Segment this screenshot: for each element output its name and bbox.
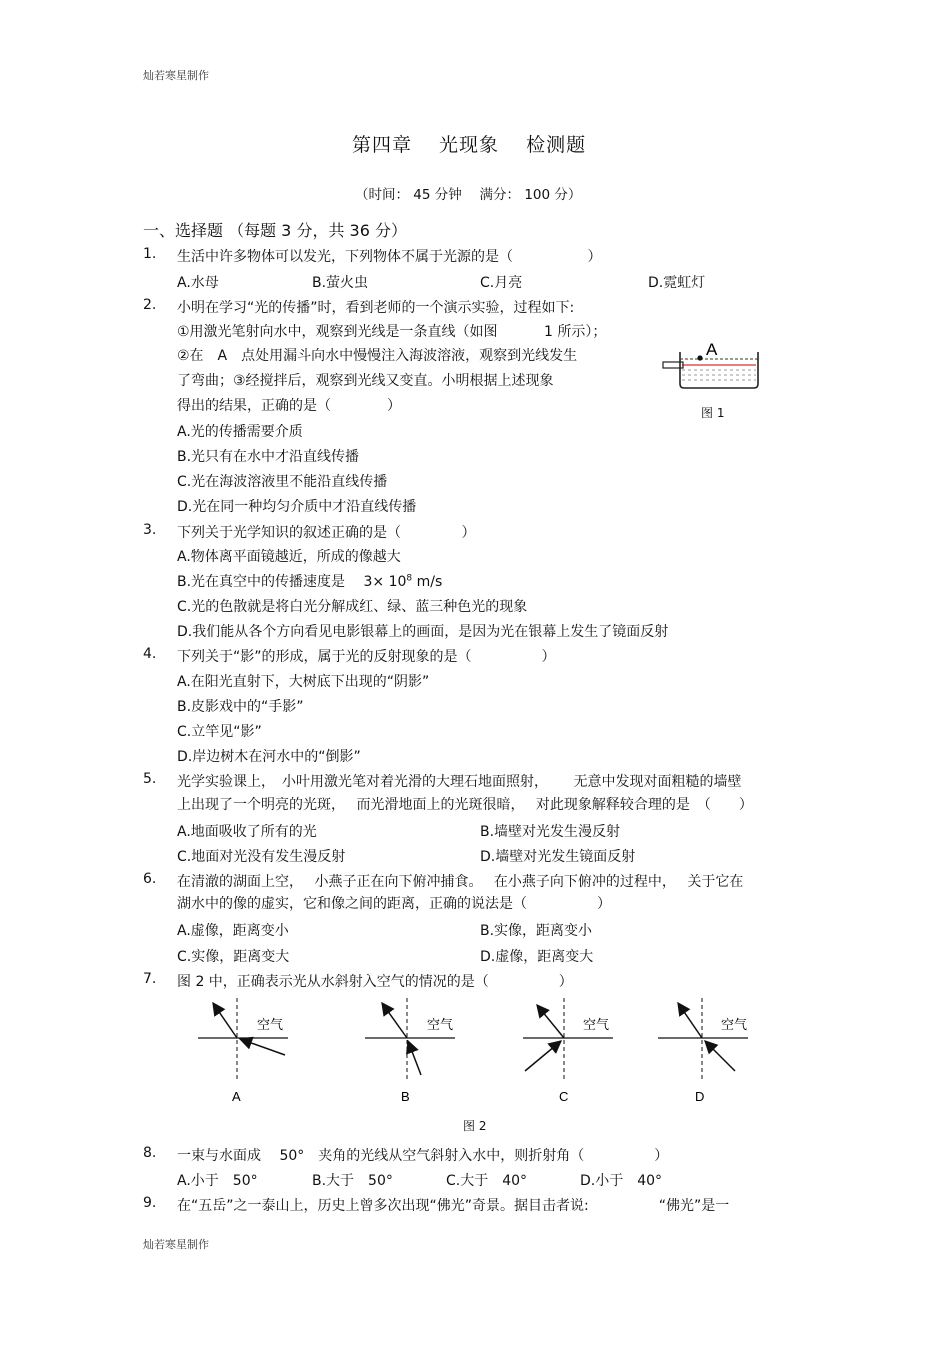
air-label: 空气: [257, 1018, 284, 1033]
diagram-label-b: B: [401, 1089, 410, 1104]
option-c: C.月亮: [480, 275, 523, 291]
diagram-b: [365, 998, 455, 1104]
question-stem-line: 光学实验课上， 小叶用激光笔对着光滑的大理石地面照射， 无意中发现对面粗糙的墙壁: [177, 774, 742, 790]
option-d: D.我们能从各个方向看见电影银幕上的画面，是因为光在银幕上发生了镜面反射: [177, 624, 669, 640]
option-b: B.皮影戏中的“手影”: [177, 699, 304, 715]
option-c: C.光在海波溶液里不能沿直线传播: [177, 474, 388, 490]
option-c: C.地面对光没有发生漫反射: [177, 849, 346, 865]
option-b: B.大于 50°: [312, 1173, 393, 1189]
question-stem-line: 湖水中的像的虚实，它和像之间的距离，正确的说法是（ ）: [177, 896, 611, 912]
question-stem-line: 得出的结果，正确的是（ ）: [177, 398, 401, 414]
option-c: C.实像，距离变大: [177, 949, 290, 965]
option-a: A.水母: [177, 275, 219, 291]
section-heading: 一、选择题 （每题 3 分，共 36 分）: [143, 221, 407, 240]
question-number: 4.: [143, 646, 157, 662]
question-stem-line: 在清澈的湖面上空， 小燕子正在向下俯冲捕食。 在小燕子向下俯冲的过程中， 关于它在: [177, 874, 744, 890]
question-stem: 生活中许多物体可以发光，下列物体不属于光源的是（ ）: [177, 249, 602, 265]
question-number: 2.: [143, 297, 157, 313]
option-b: B.光在真空中的传播速度是 $3\times 10^8$ m/s: [177, 573, 443, 590]
option-d: D.霓虹灯: [648, 275, 706, 291]
option-a: A.虚像，距离变小: [177, 923, 289, 939]
question-number: 3.: [143, 522, 157, 538]
question-number: 7.: [143, 971, 157, 987]
question-number: 1.: [143, 246, 157, 262]
diagram-c: [523, 998, 613, 1104]
option-a: A.物体离平面镜越近，所成的像越大: [177, 549, 401, 565]
option-a: A.小于 50°: [177, 1173, 258, 1189]
diagram-label-d: D: [695, 1089, 705, 1104]
figure-2-caption: 图 2: [463, 1119, 487, 1133]
option-a: A.光的传播需要介质: [177, 424, 303, 440]
option-c: C.大于 40°: [446, 1173, 528, 1189]
option-c: C.光的色散就是将白光分解成红、绿、蓝三种色光的现象: [177, 599, 528, 615]
option-a: A.在阳光直射下，大树底下出现的“阴影”: [177, 674, 430, 690]
option-d: D.光在同一种均匀介质中才沿直线传播: [177, 499, 417, 515]
question-stem-line: 小明在学习“光的传播”时，看到老师的一个演示实验，过程如下:: [177, 300, 575, 316]
question-stem: 下列关于光学知识的叙述正确的是（ ）: [177, 525, 476, 541]
air-label: 空气: [583, 1018, 610, 1033]
option-d: D.墙壁对光发生镜面反射: [480, 849, 636, 865]
diagram-a: [198, 998, 288, 1104]
diagram-label-c: C: [559, 1089, 569, 1104]
option-c: C.立竿见“影”: [177, 724, 262, 740]
diagram-label-a: A: [232, 1089, 241, 1104]
question-stem: 图 2 中，正确表示光从水斜射入空气的情况的是（ ）: [177, 974, 573, 990]
exam-info: （时间： 45 分钟 满分： 100 分）: [355, 187, 582, 203]
air-label: 空气: [721, 1018, 748, 1033]
question-number: 9.: [143, 1195, 157, 1211]
figure-1-caption: 图 1: [701, 406, 725, 420]
question-stem: 下列关于“影”的形成，属于光的反射现象的是（ ）: [177, 649, 556, 665]
option-b: B.萤火虫: [312, 275, 369, 291]
point-a-dot: [697, 355, 702, 360]
question-stem: 一束与水面成 50° 夹角的光线从空气斜射入水中，则折射角（ ）: [177, 1148, 669, 1164]
option-b: B.光只有在水中才沿直线传播: [177, 449, 360, 465]
option-b: B.墙壁对光发生漫反射: [480, 824, 621, 840]
option-a: A.地面吸收了所有的光: [177, 824, 317, 840]
page-header: 灿若寒星制作: [143, 69, 209, 82]
option-d: D.虚像，距离变大: [480, 949, 594, 965]
diagram-d: [658, 998, 748, 1104]
question-stem-line: 上出现了一个明亮的光斑， 而光滑地面上的光斑很暗， 对此现象解释较合理的是 （ ）: [177, 797, 753, 813]
page-footer: 灿若寒星制作: [143, 1238, 209, 1251]
point-a-label: A: [706, 340, 718, 359]
option-d: D.小于 40°: [580, 1173, 663, 1189]
question-stem-line: 在“五岳”之一泰山上，历史上曾多次出现“佛光”奇景。据目击者说: “佛光”是一: [177, 1198, 730, 1214]
page-title: 第四章 光现象 检测题: [352, 134, 587, 156]
question-stem-line: ②在 A 点处用漏斗向水中慢慢注入海波溶液，观察到光线发生: [177, 348, 578, 364]
air-label: 空气: [427, 1018, 454, 1033]
question-stem-line: ①用激光笔射向水中，观察到光线是一条直线（如图 1 所示）；: [177, 324, 607, 340]
option-b: B.实像，距离变小: [480, 923, 593, 939]
question-number: 6.: [143, 871, 157, 887]
question-stem-line: 了弯曲；③经搅拌后，观察到光线又变直。小明根据上述现象: [177, 373, 554, 389]
water-tank-figure: [660, 338, 770, 396]
question-number: 8.: [143, 1145, 157, 1161]
refraction-diagrams: [185, 993, 765, 1118]
question-number: 5.: [143, 771, 157, 787]
option-d: D.岸边树木在河水中的“倒影”: [177, 749, 361, 765]
